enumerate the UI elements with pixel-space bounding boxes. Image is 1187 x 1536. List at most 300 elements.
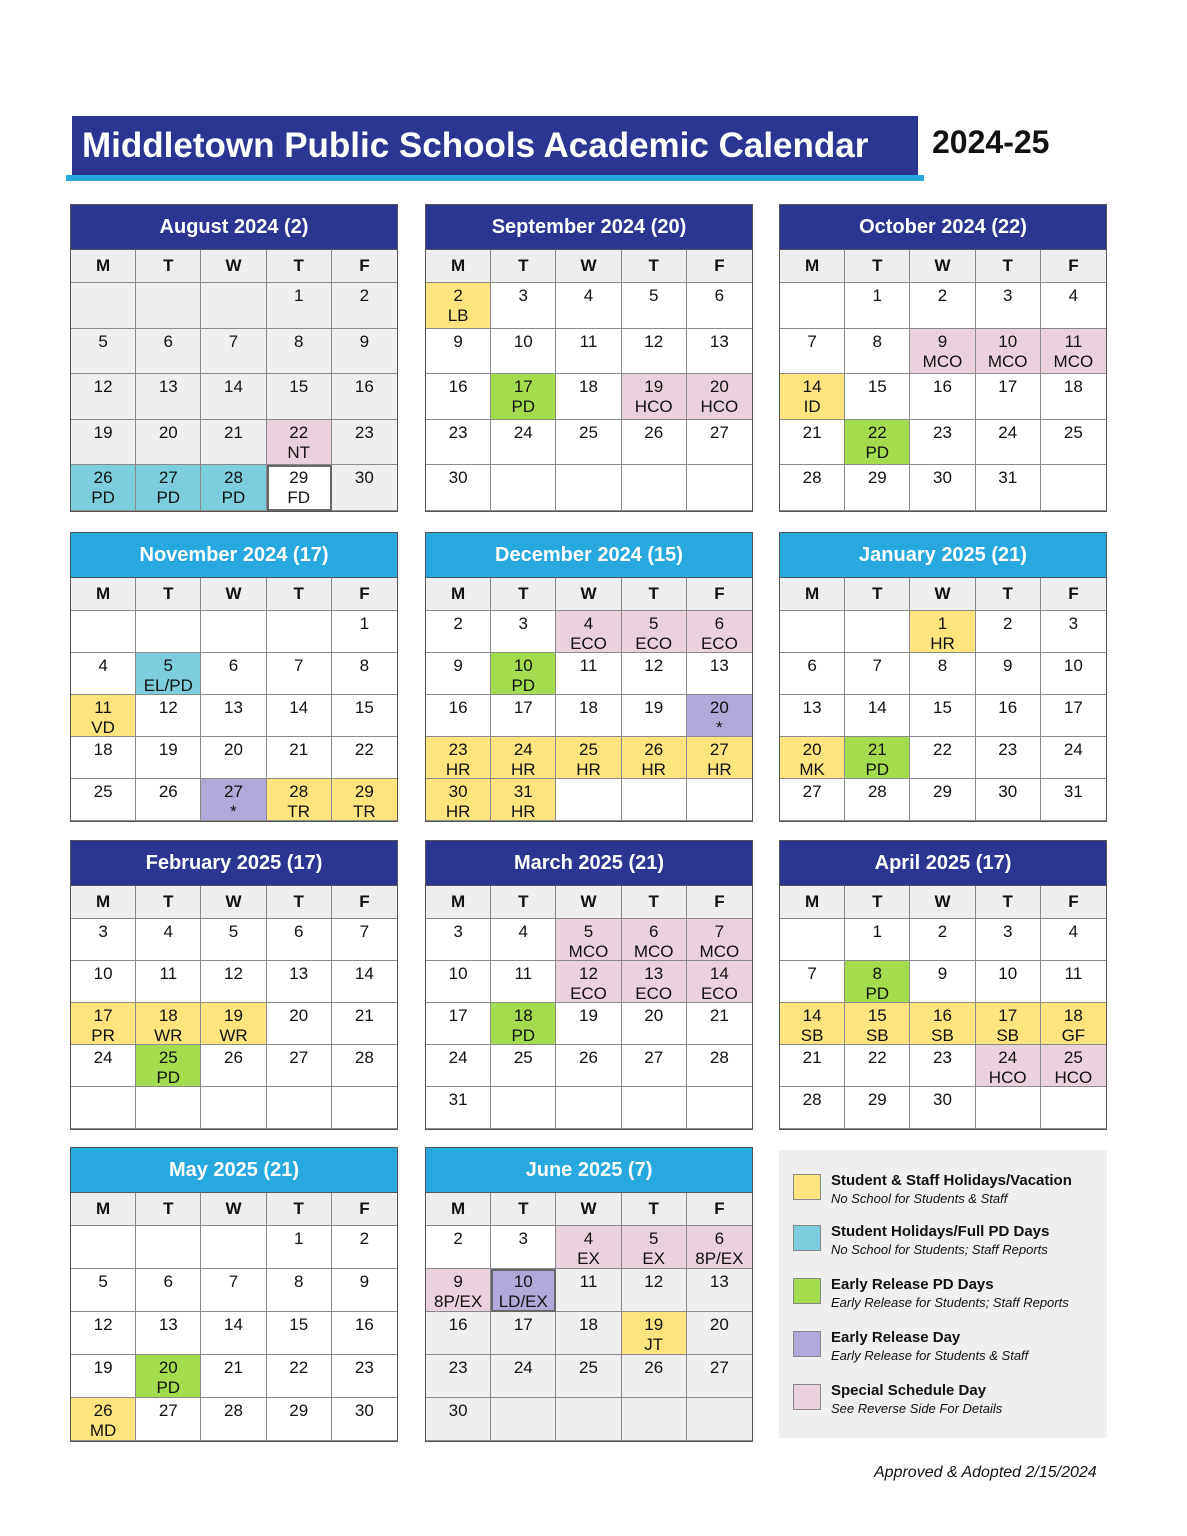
day-cell [267, 420, 332, 466]
weekday-header: T [491, 250, 556, 283]
day-cell [845, 653, 910, 695]
day-number: 4 [98, 656, 108, 675]
day-number: 7 [293, 656, 304, 675]
day-cell [136, 1087, 201, 1129]
day-cell [622, 1226, 687, 1269]
day-cell [622, 1398, 687, 1441]
legend-subtitle: No School for Students; Staff Reports [831, 1242, 1048, 1257]
day-cell [201, 695, 266, 737]
day-cell [267, 919, 332, 961]
day-number: 9 [453, 656, 463, 675]
weekday-header: F [1041, 578, 1106, 611]
day-number: 23 [448, 422, 468, 442]
weekday-header: T [267, 1193, 332, 1226]
day-cell [556, 1312, 621, 1355]
day-number: 19 [93, 422, 113, 442]
day-cell [845, 695, 910, 737]
day-cell [201, 1003, 266, 1045]
day-cell [1041, 374, 1106, 420]
day-cell [687, 329, 752, 375]
weekday-header: M [426, 886, 491, 919]
day-code: MCO [1053, 351, 1094, 371]
day-cell [426, 961, 491, 1003]
day-number: 20 [289, 1006, 309, 1025]
day-code: PD [91, 488, 115, 507]
day-cell [71, 1312, 136, 1355]
day-number: 26 [93, 1401, 113, 1420]
day-number: 1 [359, 614, 370, 633]
day-number: 9 [937, 964, 948, 983]
day-cell [71, 1269, 136, 1312]
day-number: 26 [579, 1048, 598, 1067]
weekday-header: T [622, 578, 687, 611]
day-cell [910, 695, 975, 737]
day-cell [491, 737, 556, 779]
month-grid [780, 578, 1106, 821]
day-cell [332, 961, 397, 1003]
day-cell [491, 779, 556, 821]
day-number: 13 [709, 331, 729, 351]
month-title: September 2024 (20) [426, 205, 752, 250]
day-cell [622, 420, 687, 466]
day-number: 5 [583, 922, 594, 941]
day-number: 22 [354, 740, 374, 759]
day-cell [687, 919, 752, 961]
day-code: MCO [922, 351, 963, 371]
day-cell [332, 919, 397, 961]
day-cell [332, 779, 397, 821]
day-number: 12 [644, 331, 664, 351]
day-code: HR [511, 802, 536, 821]
day-number: 14 [867, 698, 887, 717]
day-number: 11 [94, 698, 112, 717]
day-number: 21 [802, 1048, 822, 1067]
day-number: 3 [518, 614, 529, 633]
day-number: 28 [354, 1048, 374, 1067]
day-cell [491, 961, 556, 1003]
school-year: 2024-25 [932, 124, 1050, 160]
day-cell [71, 465, 136, 511]
day-cell [1041, 779, 1106, 821]
day-number: 19 [644, 377, 664, 396]
day-code: PD [156, 1378, 181, 1397]
page-title: Middletown Public Schools Academic Calendar [82, 126, 869, 165]
day-cell [556, 1398, 621, 1441]
day-cell [332, 1003, 397, 1045]
day-number: 14 [802, 1006, 822, 1025]
day-number: 18 [1063, 377, 1083, 396]
weekday-header: W [910, 886, 975, 919]
day-cell [976, 779, 1041, 821]
day-cell [556, 611, 621, 653]
day-code: FD [287, 488, 311, 507]
approval-note: Approved & Adopted 2/15/2024 [874, 1464, 1097, 1481]
day-cell [622, 919, 687, 961]
day-cell [491, 1045, 556, 1087]
day-cell [332, 1269, 397, 1312]
day-cell [780, 329, 845, 375]
day-number: 22 [289, 422, 309, 442]
day-number: 26 [93, 468, 113, 487]
day-cell [780, 919, 845, 961]
day-number: 27 [224, 782, 243, 801]
day-cell [687, 1045, 752, 1087]
day-cell [622, 329, 687, 375]
day-number: 19 [644, 1315, 664, 1334]
month-grid [71, 1193, 397, 1441]
day-cell [332, 1398, 397, 1441]
day-cell [332, 1226, 397, 1269]
day-number: 26 [644, 422, 664, 442]
day-number: 14 [354, 964, 374, 983]
day-number: 21 [867, 740, 887, 759]
day-cell [976, 329, 1041, 375]
day-code: * [716, 718, 723, 737]
weekday-header: T [267, 250, 332, 283]
day-number: 13 [158, 377, 178, 396]
day-cell [845, 779, 910, 821]
day-cell [910, 611, 975, 653]
day-code: EL/PD [143, 676, 193, 695]
day-cell [71, 329, 136, 375]
day-cell [1041, 420, 1106, 466]
weekday-header: W [556, 886, 621, 919]
day-code: HR [576, 760, 601, 779]
day-number: 9 [1002, 656, 1013, 675]
day-number: 18 [579, 1315, 598, 1334]
day-number: 13 [644, 964, 664, 983]
day-cell [267, 1045, 332, 1087]
day-cell [201, 1398, 266, 1441]
day-code: * [230, 802, 237, 821]
day-cell [71, 374, 136, 420]
month-calendar [779, 532, 1107, 822]
month-title: May 2025 (21) [71, 1148, 397, 1193]
month-grid [71, 886, 397, 1129]
day-cell [332, 420, 397, 466]
day-number: 27 [644, 1048, 664, 1067]
month-title: August 2024 (2) [71, 205, 397, 250]
day-code: ECO [635, 984, 673, 1003]
day-cell [201, 329, 266, 375]
day-number: 5 [163, 656, 174, 675]
day-cell [622, 653, 687, 695]
day-cell [556, 961, 621, 1003]
day-cell [622, 1355, 687, 1398]
day-cell [267, 283, 332, 329]
day-code: SB [865, 1026, 889, 1045]
day-code: MCO [699, 942, 740, 961]
day-cell [845, 465, 910, 511]
day-number: 25 [579, 740, 598, 759]
day-cell [136, 653, 201, 695]
day-cell [71, 737, 136, 779]
day-code: ECO [570, 984, 607, 1003]
day-cell [71, 961, 136, 1003]
month-calendar [425, 840, 753, 1130]
day-number: 3 [1002, 922, 1013, 941]
day-number: 20 [709, 377, 729, 396]
day-cell [845, 420, 910, 466]
day-code: WR [219, 1026, 248, 1045]
day-cell [556, 283, 621, 329]
day-number: 15 [289, 1315, 309, 1334]
day-number: 26 [644, 740, 664, 759]
day-cell [267, 1398, 332, 1441]
day-cell [910, 420, 975, 466]
day-cell [556, 420, 621, 466]
day-cell [556, 1355, 621, 1398]
day-cell [976, 1087, 1041, 1129]
day-cell [267, 737, 332, 779]
day-code: SB [996, 1026, 1020, 1045]
weekday-header: W [556, 578, 621, 611]
weekday-header: T [491, 886, 556, 919]
day-number: 2 [359, 1229, 370, 1248]
day-cell [201, 1312, 266, 1355]
day-number: 23 [448, 1358, 468, 1377]
day-cell [201, 779, 266, 821]
day-cell [136, 1269, 201, 1312]
day-cell [71, 1087, 136, 1129]
day-code: ECO [635, 634, 673, 653]
legend-title: Early Release Day [831, 1329, 961, 1346]
day-number: 3 [453, 922, 463, 941]
day-cell [556, 374, 621, 420]
day-number: 25 [579, 422, 598, 442]
day-number: 28 [224, 468, 243, 487]
day-number: 29 [867, 1090, 887, 1109]
day-number: 11 [159, 964, 178, 983]
weekday-header: T [622, 1193, 687, 1226]
day-cell [622, 1269, 687, 1312]
day-code: MD [89, 1421, 117, 1440]
day-number: 28 [289, 782, 309, 801]
day-cell [780, 779, 845, 821]
day-number: 19 [224, 1006, 243, 1025]
weekday-header: T [845, 578, 910, 611]
month-grid [426, 886, 752, 1129]
day-cell [622, 737, 687, 779]
day-number: 3 [518, 286, 529, 305]
day-cell [71, 283, 136, 329]
day-number: 24 [448, 1048, 468, 1067]
day-number: 1 [293, 1229, 304, 1248]
day-number: 29 [289, 1401, 309, 1420]
day-number: 2 [359, 286, 370, 305]
day-cell [780, 1003, 845, 1045]
day-cell [71, 611, 136, 653]
day-cell [976, 611, 1041, 653]
day-cell [780, 420, 845, 466]
title-underline [66, 175, 924, 181]
day-number: 31 [448, 1090, 468, 1109]
day-code: WR [154, 1026, 183, 1045]
day-cell [1041, 961, 1106, 1003]
day-number: 14 [802, 377, 822, 396]
day-cell [201, 961, 266, 1003]
month-calendar [779, 840, 1107, 1130]
day-cell [136, 1003, 201, 1045]
day-number: 21 [802, 422, 822, 442]
day-number: 16 [354, 1315, 374, 1334]
day-cell [1041, 919, 1106, 961]
day-cell [267, 961, 332, 1003]
day-cell [976, 1045, 1041, 1087]
day-number: 1 [293, 286, 304, 305]
day-cell [71, 1045, 136, 1087]
day-number: 21 [224, 422, 243, 442]
day-cell [780, 695, 845, 737]
day-number: 28 [867, 782, 887, 801]
day-number: 4 [583, 614, 594, 633]
month-title: January 2025 (21) [780, 533, 1106, 578]
month-title: June 2025 (7) [426, 1148, 752, 1193]
day-number: 9 [453, 331, 463, 351]
month-title: April 2025 (17) [780, 841, 1106, 886]
day-number: 25 [1063, 1048, 1083, 1067]
day-number: 1 [872, 922, 883, 941]
weekday-header: T [491, 1193, 556, 1226]
day-number: 25 [158, 1048, 178, 1067]
day-number: 12 [644, 1272, 664, 1291]
day-number: 20 [709, 1315, 729, 1334]
day-cell [491, 1226, 556, 1269]
day-cell [556, 1003, 621, 1045]
day-number: 27 [289, 1048, 309, 1067]
month-grid [426, 1193, 752, 1441]
month-calendar [425, 532, 753, 822]
day-cell [201, 465, 266, 511]
day-number: 14 [289, 698, 309, 717]
day-number: 5 [648, 614, 659, 633]
day-number: 6 [714, 614, 725, 633]
weekday-header: W [556, 1193, 621, 1226]
day-code: SB [800, 1026, 824, 1045]
day-cell [491, 283, 556, 329]
day-number: 15 [867, 1006, 887, 1025]
day-cell [622, 465, 687, 511]
day-number: 23 [354, 1358, 374, 1377]
day-cell [687, 374, 752, 420]
day-cell [201, 653, 266, 695]
day-cell [267, 695, 332, 737]
day-number: 18 [1063, 1006, 1083, 1025]
month-title: March 2025 (21) [426, 841, 752, 886]
day-cell [426, 1045, 491, 1087]
day-cell [426, 1269, 491, 1312]
day-number: 22 [867, 422, 887, 442]
day-cell [267, 1003, 332, 1045]
day-cell [201, 1045, 266, 1087]
day-cell [267, 1087, 332, 1129]
day-cell [845, 961, 910, 1003]
day-cell [845, 1045, 910, 1087]
day-cell [556, 779, 621, 821]
day-cell [1041, 329, 1106, 375]
day-number: 15 [289, 377, 309, 396]
day-number: 13 [709, 1272, 729, 1291]
day-cell [687, 1003, 752, 1045]
day-cell [426, 374, 491, 420]
day-cell [1041, 465, 1106, 511]
day-number: 5 [98, 1272, 108, 1291]
day-cell [71, 1003, 136, 1045]
day-cell [491, 1087, 556, 1129]
day-number: 18 [579, 698, 598, 717]
day-cell [71, 695, 136, 737]
day-number: 24 [998, 422, 1018, 442]
day-cell [426, 1226, 491, 1269]
day-number: 24 [513, 422, 533, 442]
weekday-header: W [201, 250, 266, 283]
day-code: SB [931, 1026, 954, 1045]
day-number: 2 [937, 286, 948, 305]
day-cell [687, 1226, 752, 1269]
day-number: 28 [802, 468, 822, 487]
day-number: 8 [872, 331, 883, 351]
day-cell [491, 1312, 556, 1355]
day-number: 6 [807, 656, 817, 675]
weekday-header: F [332, 250, 397, 283]
day-number: 24 [1063, 740, 1083, 759]
day-code: LB [447, 306, 469, 325]
day-cell [910, 465, 975, 511]
day-code: PD [865, 442, 890, 462]
day-number: 29 [867, 468, 887, 487]
legend-subtitle: No School for Students & Staff [831, 1191, 1008, 1206]
day-cell [780, 1087, 845, 1129]
legend [779, 1150, 1107, 1438]
day-cell [136, 374, 201, 420]
day-number: 8 [872, 964, 883, 983]
day-cell [71, 653, 136, 695]
day-cell [845, 919, 910, 961]
day-code: ECO [700, 984, 738, 1003]
day-code: HCO [634, 397, 673, 416]
day-cell [426, 779, 491, 821]
day-number: 21 [709, 1006, 729, 1025]
day-number: 20 [709, 698, 729, 717]
day-code: MK [799, 760, 825, 779]
day-number: 12 [93, 377, 113, 396]
day-code: 8P/EX [433, 1292, 483, 1311]
day-code: PR [91, 1026, 115, 1045]
day-cell [201, 611, 266, 653]
day-code: LD/EX [498, 1292, 548, 1311]
day-cell [491, 465, 556, 511]
day-cell [136, 283, 201, 329]
day-cell [71, 1355, 136, 1398]
legend-title: Student Holidays/Full PD Days [831, 1223, 1050, 1240]
day-number: 30 [933, 468, 952, 487]
day-cell [426, 1398, 491, 1441]
day-number: 7 [359, 922, 370, 941]
day-cell [976, 1003, 1041, 1045]
day-number: 27 [158, 468, 178, 487]
day-code: MCO [987, 351, 1028, 371]
day-cell [622, 779, 687, 821]
day-cell [910, 329, 975, 375]
day-number: 7 [228, 331, 239, 351]
day-code: PD [511, 397, 536, 416]
day-number: 16 [448, 698, 468, 717]
day-number: 4 [583, 286, 594, 305]
day-cell [332, 1312, 397, 1355]
day-code: HR [930, 634, 955, 653]
day-number: 6 [714, 1229, 725, 1248]
day-cell [845, 1003, 910, 1045]
